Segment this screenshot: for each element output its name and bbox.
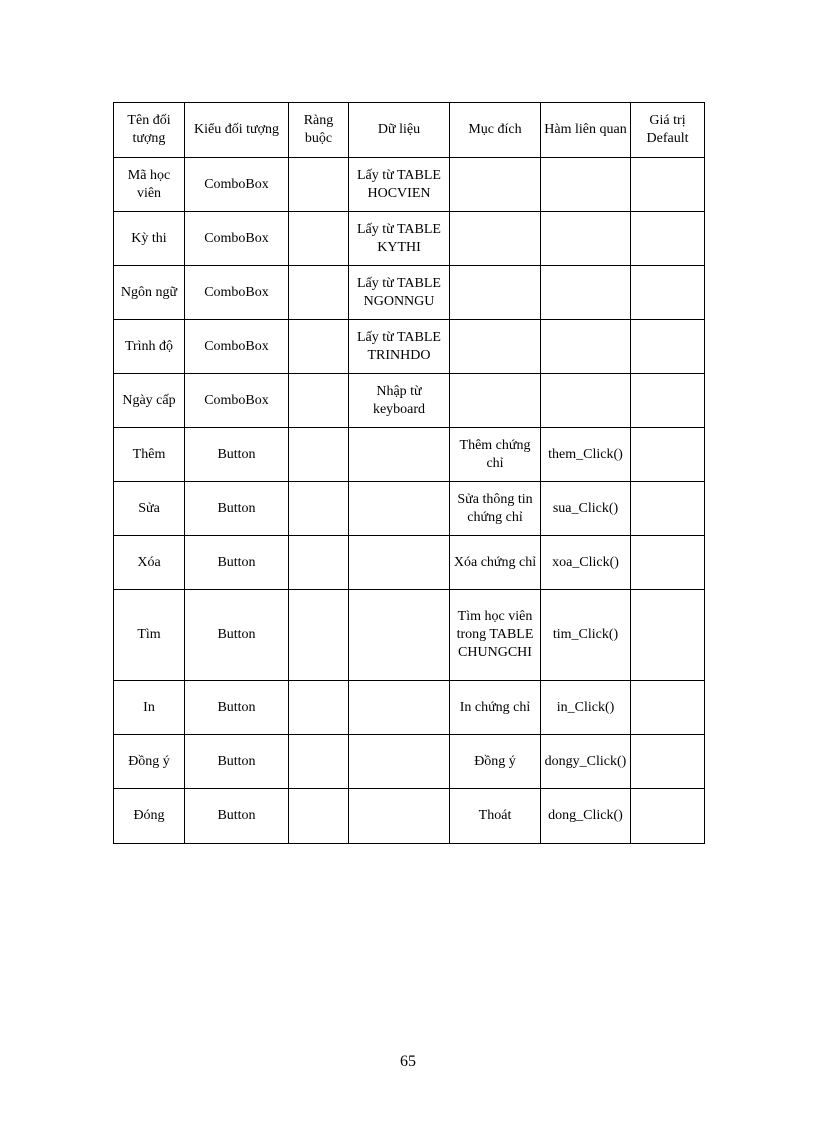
cell-constraint [289,482,349,536]
table-row [114,428,705,482]
table-header-row [114,103,705,158]
cell-constraint [289,266,349,320]
cell-data: Nhập từ keyboard [349,374,450,428]
cell-data [349,789,450,844]
header-data: Dữ liệu [349,103,450,158]
cell-data [349,590,450,681]
cell-related-function [541,266,631,320]
cell-object-type: Button [185,482,289,536]
cell-object-name: Tìm [114,590,185,681]
cell-purpose [450,266,541,320]
cell-constraint [289,320,349,374]
cell-purpose: Đồng ý [450,735,541,789]
cell-constraint [289,789,349,844]
cell-related-function [541,158,631,212]
cell-data [349,428,450,482]
cell-constraint [289,428,349,482]
header-default-value: Giá trị Default [631,103,705,158]
cell-default-value [631,735,705,789]
header-purpose: Mục đích [450,103,541,158]
cell-object-type: Button [185,428,289,482]
header-constraint: Ràng buộc [289,103,349,158]
table-row [114,735,705,789]
cell-purpose [450,320,541,374]
cell-object-name: Ngôn ngữ [114,266,185,320]
cell-purpose [450,212,541,266]
cell-default-value [631,158,705,212]
cell-purpose: Sửa thông tin chứng chỉ [450,482,541,536]
table-row [114,590,705,681]
cell-purpose: Thêm chứng chỉ [450,428,541,482]
table-body [114,158,705,844]
cell-purpose: Xóa chứng chỉ [450,536,541,590]
cell-object-name: Đóng [114,789,185,844]
cell-related-function [541,320,631,374]
cell-object-name: Xóa [114,536,185,590]
cell-object-name: Đồng ý [114,735,185,789]
table-row [114,266,705,320]
cell-object-name: Mã học viên [114,158,185,212]
cell-default-value [631,212,705,266]
cell-related-function: them_Click() [541,428,631,482]
cell-purpose: In chứng chỉ [450,681,541,735]
cell-data: Lấy từ TABLE NGONNGU [349,266,450,320]
cell-related-function: xoa_Click() [541,536,631,590]
header-object-name: Tên đối tượng [114,103,185,158]
cell-data [349,536,450,590]
cell-object-type: Button [185,590,289,681]
cell-related-function: dong_Click() [541,789,631,844]
cell-related-function: sua_Click() [541,482,631,536]
cell-object-name: Sửa [114,482,185,536]
cell-object-name: In [114,681,185,735]
object-spec-table [113,102,705,844]
cell-purpose: Thoát [450,789,541,844]
table-row [114,374,705,428]
cell-related-function: in_Click() [541,681,631,735]
cell-object-type: Button [185,536,289,590]
cell-constraint [289,374,349,428]
cell-related-function: tim_Click() [541,590,631,681]
cell-default-value [631,590,705,681]
cell-default-value [631,536,705,590]
header-object-type: Kiểu đối tượng [185,103,289,158]
cell-purpose [450,374,541,428]
cell-object-name: Thêm [114,428,185,482]
table-row [114,789,705,844]
cell-default-value [631,789,705,844]
cell-data [349,681,450,735]
cell-related-function [541,212,631,266]
cell-object-name: Kỳ thi [114,212,185,266]
cell-constraint [289,536,349,590]
cell-object-type: Button [185,735,289,789]
cell-default-value [631,266,705,320]
cell-object-name: Ngày cấp [114,374,185,428]
table-row [114,482,705,536]
cell-purpose: Tìm học viên trong TABLE CHUNGCHI [450,590,541,681]
page-number: 65 [400,1053,416,1070]
cell-object-type: ComboBox [185,212,289,266]
cell-constraint [289,735,349,789]
cell-object-name: Trình độ [114,320,185,374]
cell-constraint [289,212,349,266]
cell-constraint [289,590,349,681]
cell-object-type: ComboBox [185,266,289,320]
cell-object-type: ComboBox [185,158,289,212]
header-related-function: Hàm liên quan [541,103,631,158]
cell-object-type: Button [185,789,289,844]
cell-object-type: Button [185,681,289,735]
table-row [114,320,705,374]
cell-data: Lấy từ TABLE TRINHDO [349,320,450,374]
cell-constraint [289,158,349,212]
cell-default-value [631,374,705,428]
cell-purpose [450,158,541,212]
cell-related-function: dongy_Click() [541,735,631,789]
cell-default-value [631,428,705,482]
cell-data: Lấy từ TABLE KYTHI [349,212,450,266]
cell-default-value [631,482,705,536]
table-row [114,212,705,266]
table-row [114,681,705,735]
cell-data [349,735,450,789]
cell-related-function [541,374,631,428]
cell-default-value [631,681,705,735]
cell-object-type: ComboBox [185,374,289,428]
cell-data: Lấy từ TABLE HOCVIEN [349,158,450,212]
cell-constraint [289,681,349,735]
table-row [114,158,705,212]
cell-object-type: ComboBox [185,320,289,374]
table-row [114,536,705,590]
cell-default-value [631,320,705,374]
cell-data [349,482,450,536]
